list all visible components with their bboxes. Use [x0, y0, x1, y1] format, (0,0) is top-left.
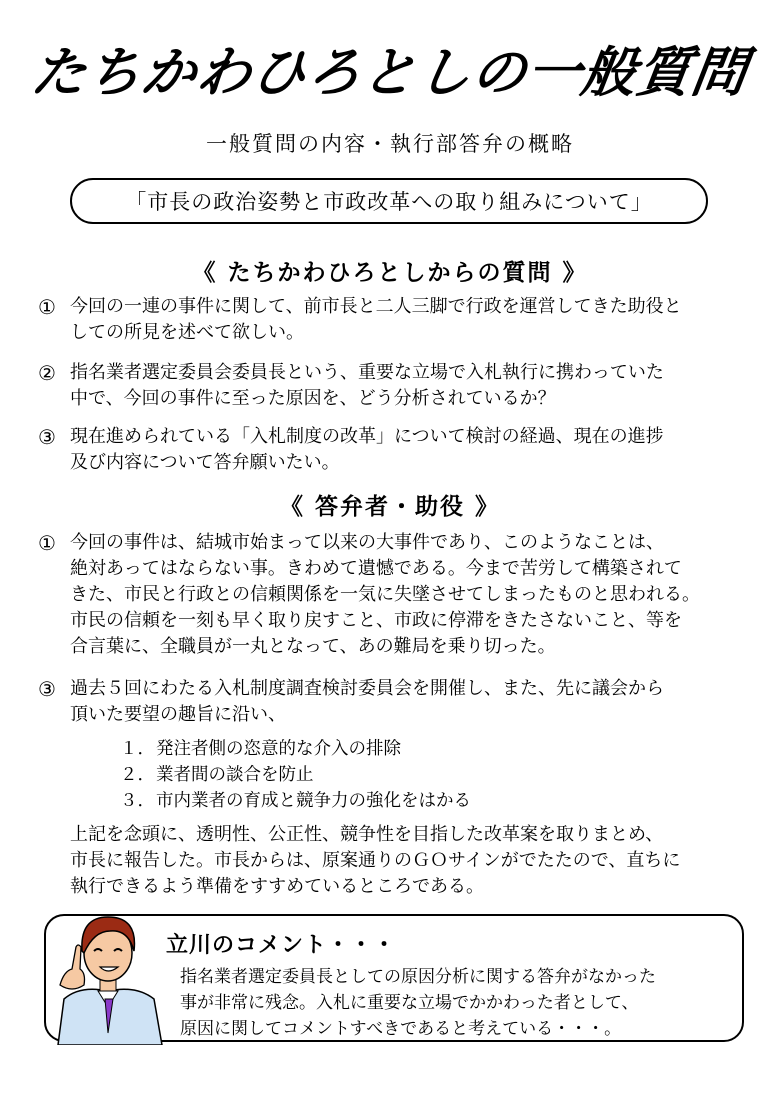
question-number: ②: [38, 361, 56, 385]
questions-heading: 《 たちかわひろとしからの質問 》: [192, 260, 588, 286]
answer-item: [38, 530, 748, 660]
pointing-man-illustration: [50, 895, 170, 1045]
list-number: ３．: [120, 791, 155, 811]
topic-text: 「市長の政治姿勢と市政改革への取り組みについて」: [125, 190, 653, 214]
answer-line: 絶対あってはならない事。きわめて遺憾である。今まで苦労して構築されて: [70, 558, 682, 579]
question-item: [38, 424, 748, 476]
question-number: ③: [38, 425, 56, 449]
answer-item: [38, 676, 748, 728]
answers-heading: 《 答弁者・助役 》: [279, 494, 500, 520]
answer-line: 今回の事件は、結城市始まって以来の大事件であり、このようなことは、: [70, 532, 664, 553]
question-line: 現在進められている「入札制度の改革」について検討の経過、現在の進捗: [70, 426, 664, 447]
list-number: １．: [120, 739, 155, 759]
list-item: [120, 788, 471, 814]
list-number: ２．: [120, 765, 155, 785]
list-item: [120, 736, 471, 762]
question-line: 指名業者選定委員会委員長という、重要な立場で入札執行に携わっていた: [70, 362, 664, 383]
question-item: [38, 294, 748, 346]
closing-line: 市長に報告した。市長からは、原案通りのＧＯサインがでたたので、直ちに: [70, 850, 681, 871]
comment-line: 原因に関してコメントすべきであると考えている・・・。: [180, 1019, 622, 1039]
page-subtitle: 一般質問の内容・執行部答弁の概略: [206, 132, 574, 156]
comment-text: [180, 964, 740, 1042]
answer-line: 頂いた要望の趣旨に沿い、: [70, 704, 286, 725]
question-line: しての所見を述べて欲しい。: [70, 322, 304, 343]
answer-line: 過去５回にわたる入札制度調査検討委員会を開催し、また、先に議会から: [70, 678, 664, 699]
answer-number: ③: [38, 677, 56, 701]
answer-line: きた、市民と行政との信頼関係を一気に失墜させてしまったものと思われる。: [70, 584, 700, 605]
question-line: 中で、今回の事件に至った原因を、どう分析されているか？: [70, 388, 556, 409]
comment-line: 事が非常に残念。入札に重要な立場でかかわった者として、: [180, 993, 639, 1013]
closing-line: 上記を念頭に、透明性、公正性、競争性を目指した改革案を取りまとめ、: [70, 824, 664, 845]
list-text: 業者間の談合を防止: [156, 765, 314, 785]
list-text: 市内業者の育成と競争力の強化をはかる: [156, 791, 471, 811]
topic-banner: [70, 178, 708, 224]
answer-closing: [70, 822, 760, 900]
question-number: ①: [38, 295, 56, 319]
list-text: 発注者側の恣意的な介入の排除: [156, 739, 401, 759]
comment-line: 指名業者選定委員長としての原因分析に関する答弁がなかった: [180, 967, 656, 987]
answer-line: 合言葉に、全職員が一丸となって、あの難局を乗り切った。: [70, 636, 556, 657]
answer-number: ①: [38, 531, 56, 555]
comment-title: 立川のコメント・・・: [166, 933, 397, 958]
question-line: 及び内容について答弁願いたい。: [70, 452, 340, 473]
answer-line: 市民の信頼を一刻も早く取り戻すこと、市政に停滞をきたさないこと、等を: [70, 610, 682, 631]
measures-list: [120, 736, 471, 814]
page-title: たちかわひろとしの一般質問: [27, 41, 752, 104]
question-line: 今回の一連の事件に関して、前市長と二人三脚で行政を運営してきた助役と: [70, 296, 682, 317]
question-item: [38, 360, 748, 412]
closing-line: 執行できるよう準備をすすめているところである。: [70, 876, 484, 897]
list-item: [120, 762, 471, 788]
